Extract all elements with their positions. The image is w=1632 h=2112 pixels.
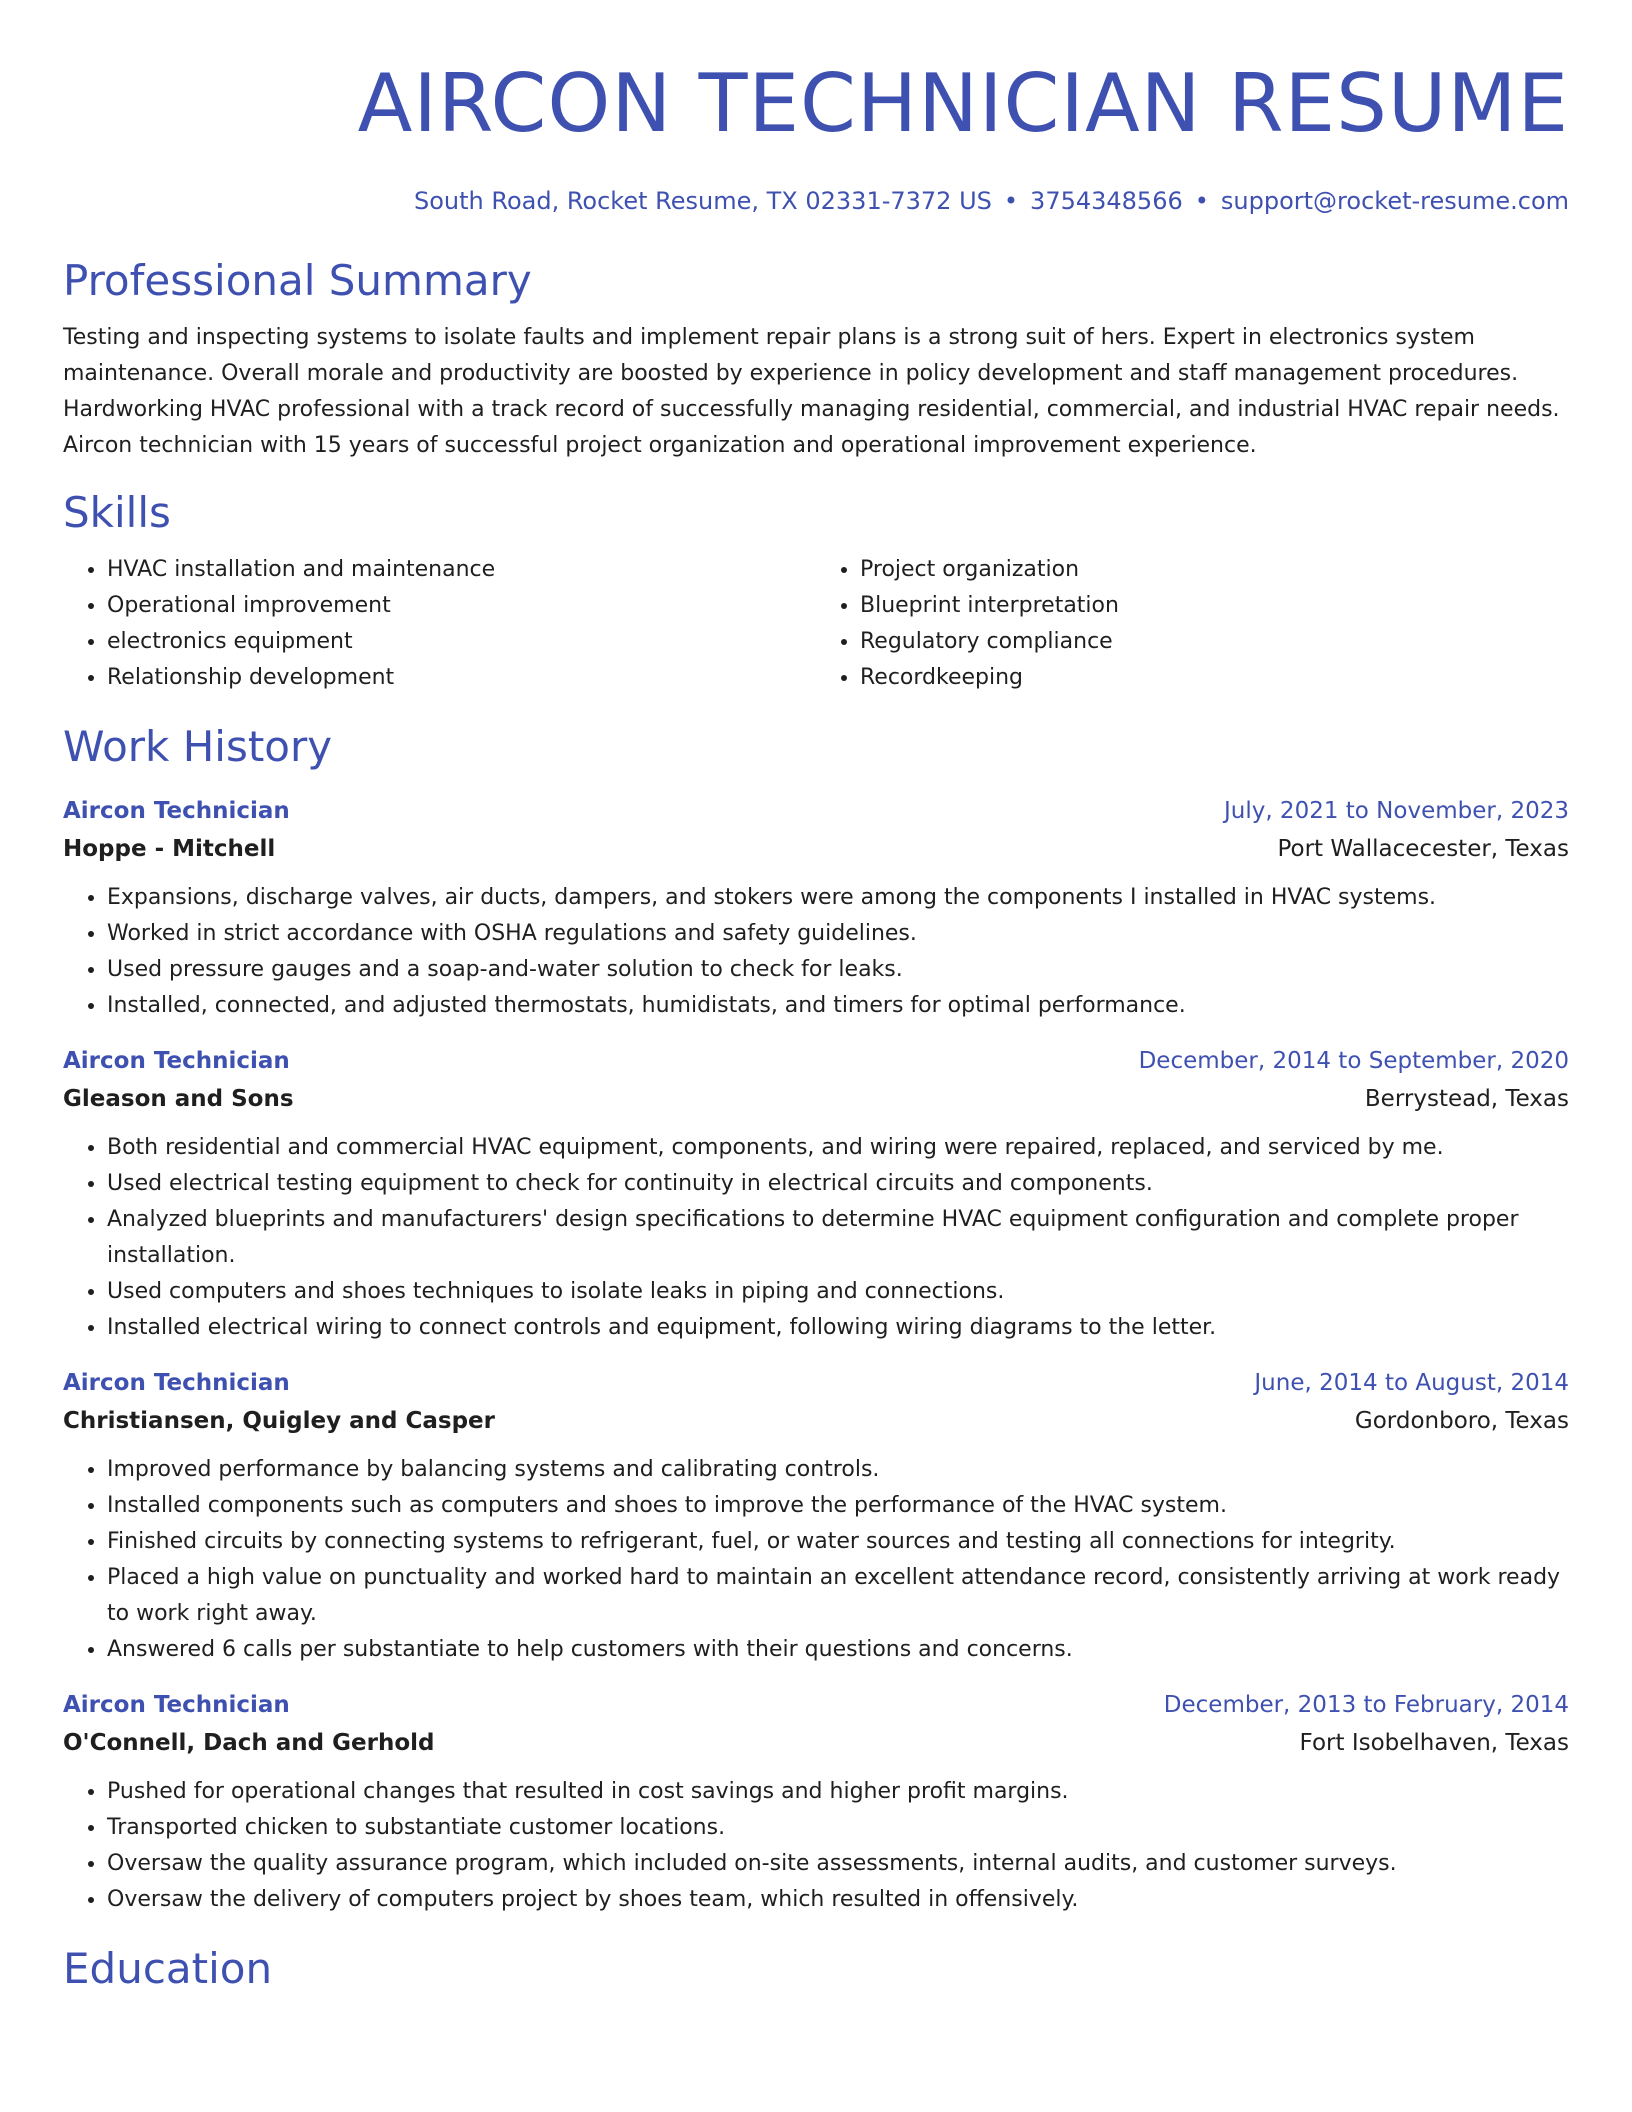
job-header	[63, 1364, 1569, 1402]
job-bullet: • Finished circuits by connecting systems to refrigerant, fuel, or water sources and testing all connections for integrity.	[107, 1524, 1569, 1560]
skills-list	[63, 552, 1569, 696]
skill-item: • Operational improvement	[107, 588, 816, 624]
job-subheader	[63, 1724, 1569, 1762]
skill-item: • Regulatory compliance	[860, 624, 1569, 660]
job-company: Gleason and Sons	[63, 1086, 294, 1112]
contact-separator: •	[1194, 187, 1209, 215]
job-bullet: • Improved performance by balancing systems and calibrating controls.	[107, 1452, 1569, 1488]
job-entry	[63, 792, 1569, 1024]
job-location: Port Wallacecester, Texas	[1277, 836, 1569, 862]
job-company: O'Connell, Dach and Gerhold	[63, 1730, 435, 1756]
job-bullets	[63, 1774, 1569, 1918]
job-subheader	[63, 1080, 1569, 1118]
skills-column-left	[63, 552, 816, 696]
section-title-skills: Skills	[63, 488, 171, 537]
contact-address: South Road, Rocket Resume, TX 02331-7372 US	[413, 187, 992, 215]
job-bullet: • Oversaw the delivery of computers project by shoes team, which resulted in offensively.	[107, 1882, 1569, 1918]
job-title: Aircon Technician	[63, 1692, 290, 1718]
contact-separator: •	[1003, 187, 1019, 215]
resume-title: AIRCON TECHNICIAN RESUME	[357, 57, 1569, 150]
skill-item: • Project organization	[860, 552, 1569, 588]
job-dates: December, 2013 to February, 2014	[1163, 1692, 1569, 1718]
skill-item: • Blueprint interpretation	[860, 588, 1569, 624]
job-entry	[63, 1042, 1569, 1346]
job-bullet: • Installed components such as computers and shoes to improve the performance of the HVAC system.	[107, 1488, 1569, 1524]
job-dates: June, 2014 to August, 2014	[1254, 1370, 1569, 1396]
job-header	[63, 792, 1569, 830]
job-title: Aircon Technician	[63, 1048, 290, 1074]
job-bullet: • Expansions, discharge valves, air ducts, dampers, and stokers were among the components I installed in HVAC systems.	[107, 880, 1569, 916]
job-bullet: • Used computers and shoes techniques to isolate leaks in piping and connections.	[107, 1274, 1569, 1310]
job-dates: December, 2014 to September, 2020	[1138, 1048, 1569, 1074]
section-title-work-history: Work History	[63, 722, 333, 771]
job-header	[63, 1686, 1569, 1724]
job-bullet: • Installed, connected, and adjusted thermostats, humidistats, and timers for optimal performance.	[107, 988, 1569, 1024]
job-bullets	[63, 880, 1569, 1024]
job-title: Aircon Technician	[63, 798, 290, 824]
contact-line	[63, 184, 1569, 218]
job-header	[63, 1042, 1569, 1080]
job-location: Berrystead, Texas	[1364, 1086, 1569, 1112]
job-bullet: • Both residential and commercial HVAC equipment, components, and wiring were repaired, replaced, and serviced by me.	[107, 1130, 1569, 1166]
job-bullet: • Analyzed blueprints and manufacturers' design specifications to determine HVAC equipment configuration and complete proper installation.	[107, 1202, 1569, 1274]
skill-item: • Recordkeeping	[860, 660, 1569, 696]
job-bullet: • Used pressure gauges and a soap-and-water solution to check for leaks.	[107, 952, 1569, 988]
job-bullet: • Answered 6 calls per substantiate to help customers with their questions and concerns.	[107, 1632, 1569, 1668]
section-title-summary: Professional Summary	[63, 256, 532, 305]
job-location: Gordonboro, Texas	[1354, 1408, 1569, 1434]
job-entry	[63, 1686, 1569, 1918]
job-subheader	[63, 830, 1569, 868]
job-bullet: • Pushed for operational changes that resulted in cost savings and higher profit margins.	[107, 1774, 1569, 1810]
job-bullet: • Used electrical testing equipment to check for continuity in electrical circuits and components.	[107, 1166, 1569, 1202]
job-bullet: • Worked in strict accordance with OSHA regulations and safety guidelines.	[107, 916, 1569, 952]
contact-email: support@rocket-resume.com	[1220, 187, 1569, 215]
job-bullet: • Oversaw the quality assurance program, which included on-site assessments, internal audits, and customer surveys.	[107, 1846, 1569, 1882]
job-bullet: • Installed electrical wiring to connect controls and equipment, following wiring diagrams to the letter.	[107, 1310, 1569, 1346]
job-dates: July, 2021 to November, 2023	[1223, 798, 1569, 824]
summary-text: Testing and inspecting systems to isolate faults and implement repair plans is a strong suit of hers. Expert in electronics system maintenance. Overall morale and productivity are boosted by experience in policy development and staff management procedures. Hardworking HVAC professional with a track record of successfully managing residential, commercial, and industrial HVAC repair needs. Aircon technician with 15 years of successful project organization and operational improvement experience.	[63, 325, 1560, 458]
job-entry	[63, 1364, 1569, 1668]
job-bullets	[63, 1452, 1569, 1668]
job-company: Hoppe - Mitchell	[63, 836, 276, 862]
job-company: Christiansen, Quigley and Casper	[63, 1408, 495, 1434]
section-title-education: Education	[63, 1944, 273, 1993]
skill-item: • electronics equipment	[107, 624, 816, 660]
job-bullet: • Transported chicken to substantiate customer locations.	[107, 1810, 1569, 1846]
job-bullet: • Placed a high value on punctuality and worked hard to maintain an excellent attendance record, consistently arriving at work ready to work right away.	[107, 1560, 1569, 1632]
skill-item: • HVAC installation and maintenance	[107, 552, 816, 588]
contact-phone: 3754348566	[1030, 187, 1183, 215]
job-bullets	[63, 1130, 1569, 1346]
job-location: Fort Isobelhaven, Texas	[1299, 1730, 1569, 1756]
skills-column-right	[816, 552, 1569, 696]
skill-item: • Relationship development	[107, 660, 816, 696]
job-subheader	[63, 1402, 1569, 1440]
resume-header	[63, 0, 1569, 218]
job-title: Aircon Technician	[63, 1370, 290, 1396]
